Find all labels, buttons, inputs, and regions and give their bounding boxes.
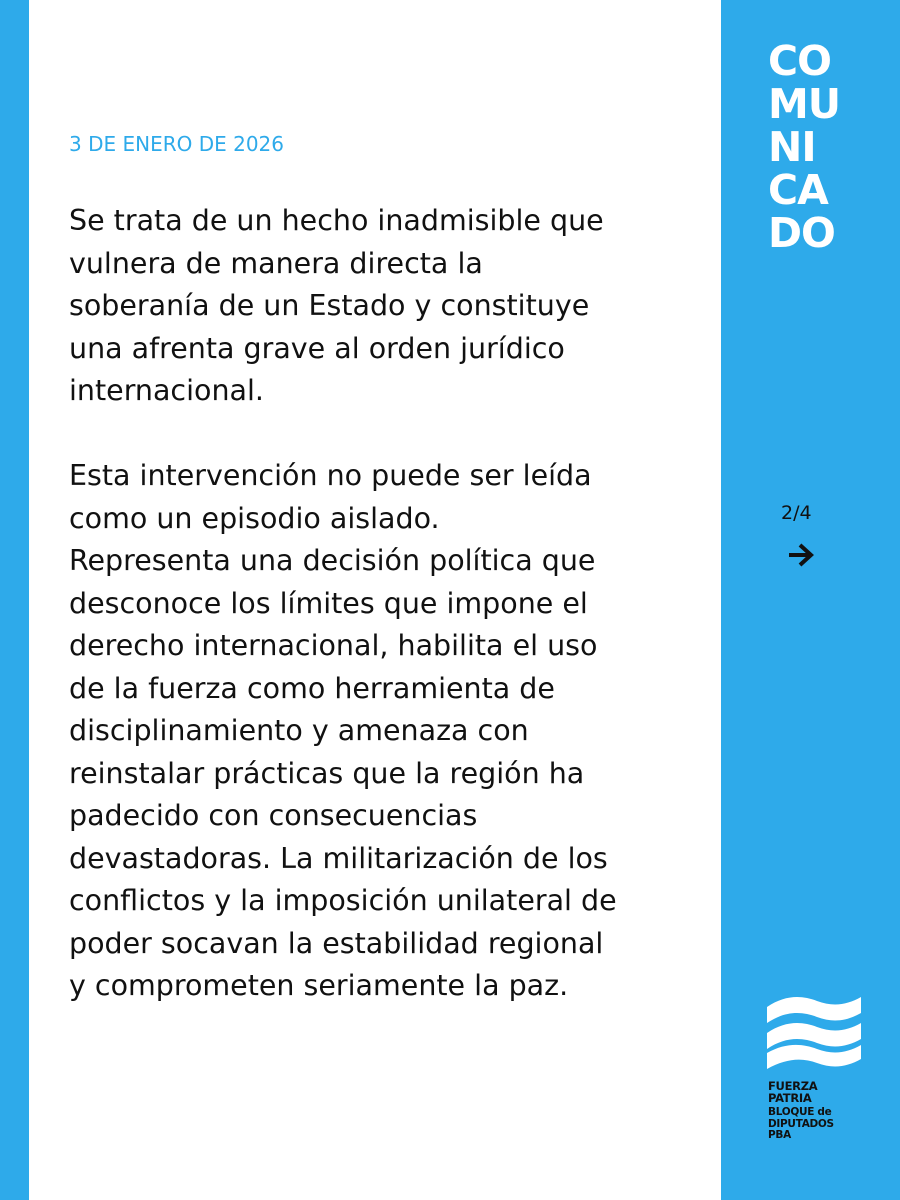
arrow-right-icon[interactable] — [787, 542, 817, 568]
text-line: desconoce los límites que impone el — [69, 586, 588, 620]
brand-logo-text — [768, 1080, 834, 1142]
title-line: CA — [768, 166, 828, 214]
brand-line: PBA — [768, 1129, 791, 1141]
paragraph-2 — [69, 455, 701, 1008]
flag-waves-icon — [767, 993, 861, 1071]
text-line: soberanía de un Estado y constituye — [69, 289, 590, 322]
brand-line: FUERZA — [768, 1079, 818, 1093]
text-line: y comprometen seriamente la paz. — [69, 969, 569, 1002]
text-line: conflictos y la imposición unilateral de — [69, 884, 617, 917]
brand-line: BLOQUE de — [768, 1106, 832, 1118]
text-line: vulnera de manera directa la — [69, 246, 483, 280]
text-line: reinstalar prácticas que la región ha — [69, 756, 585, 790]
text-line: derecho internacional, habilita el uso — [69, 629, 598, 662]
text-line: Se trata de un hecho inadmisible que — [69, 204, 604, 237]
paragraph-1 — [69, 200, 701, 413]
text-line: una afrenta grave al orden jurídico — [69, 331, 565, 365]
title-line: DO — [768, 209, 835, 257]
text-line: Esta intervención no puede ser leída — [69, 459, 592, 492]
page-indicator: 2/4 — [781, 502, 812, 524]
comunicado-title — [768, 37, 868, 257]
text-line: internacional. — [69, 374, 264, 407]
text-line: disciplinamiento y amenaza con — [69, 714, 529, 747]
text-line: devastadoras. La militarización de los — [69, 841, 608, 875]
title-line: NI — [768, 123, 816, 171]
brand-line: PATRIA — [768, 1091, 812, 1105]
title-line: CO — [768, 37, 831, 85]
brand-line: DIPUTADOS — [768, 1117, 834, 1130]
text-line: padecido con consecuencias — [69, 799, 478, 832]
date-label: 3 DE ENERO DE 2026 — [69, 132, 284, 156]
text-line: Representa una decisión política que — [69, 544, 596, 577]
title-line: MU — [768, 80, 841, 128]
body-text — [69, 200, 701, 1008]
text-line: como un episodio aislado. — [69, 501, 440, 535]
text-line: de la fuerza como herramienta de — [69, 671, 555, 705]
text-line: poder socavan la estabilidad regional — [69, 926, 604, 960]
